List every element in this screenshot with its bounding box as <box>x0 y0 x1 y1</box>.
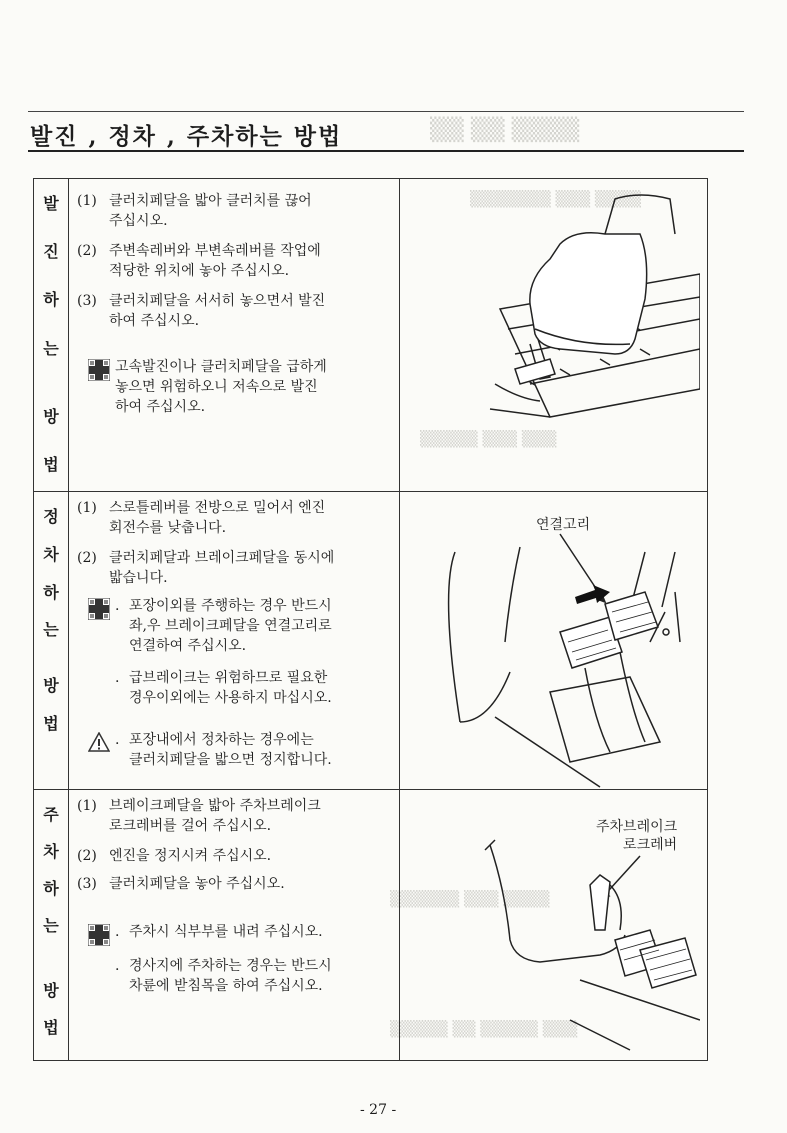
title-rule-top <box>28 111 744 112</box>
step-line: 클러치페달을 서서히 놓으면서 발진 <box>109 293 326 309</box>
caution-note: . 포장이외를 주행하는 경우 반드시 좌,우 브레이크페달을 연결고리로 연결하여 주십시오. <box>83 596 393 656</box>
note-line: 차륜에 받침목을 하여 주십시오. <box>129 978 323 994</box>
note-line: 경우이외에는 사용하지 마십시오. <box>129 690 332 706</box>
step-item <box>77 548 393 588</box>
caution-note <box>83 357 393 417</box>
step-item <box>77 796 393 836</box>
step-line: 회전수를 낮춥니다. <box>109 520 227 536</box>
label-line: 주차브레이크 <box>596 819 678 835</box>
step-line: 하여 주십시오. <box>109 313 200 329</box>
page-title: 발진 , 정차 , 주차하는 방법 <box>30 123 343 150</box>
warning-triangle-icon <box>88 732 110 752</box>
step-line: 클러치페달과 브레이크페달을 동시에 <box>109 550 335 566</box>
step-number: (3) <box>77 876 97 892</box>
step-number: (1) <box>77 500 97 516</box>
page-number: - 27 - <box>360 1102 397 1118</box>
note-line: 경사지에 주차하는 경우는 반드시 <box>129 958 332 974</box>
heading-char: 법 <box>43 1018 59 1037</box>
caution-cross-icon <box>88 359 110 381</box>
heading-char: 방 <box>43 981 59 1000</box>
step-item <box>77 241 393 281</box>
step-line: 주십시오. <box>109 213 168 229</box>
step-number: (2) <box>77 550 97 566</box>
step-line: 클러치페달을 밟아 클러치를 끊어 <box>109 193 312 209</box>
section-illustration <box>400 790 708 1061</box>
heading-char: 하 <box>43 290 59 310</box>
section-heading <box>34 492 69 790</box>
note-line: 고속발진이나 클러치페달을 급하게 <box>115 359 327 375</box>
heading-char: 차 <box>43 842 59 861</box>
clutch-pedal-foot-illustration <box>400 179 700 491</box>
step-item <box>77 498 393 538</box>
section-stop <box>34 492 708 790</box>
title-rule-bottom <box>28 150 744 152</box>
heading-char: 방 <box>43 676 59 696</box>
step-line: 적당한 위치에 놓아 주십시오. <box>109 263 290 279</box>
note-line: 연결하여 주십시오. <box>129 638 247 654</box>
illustration-label: 연결고리 <box>536 517 591 533</box>
heading-char: 주 <box>43 805 59 824</box>
section-heading <box>34 179 69 492</box>
step-item <box>77 191 393 231</box>
label-line: 로크레버 <box>623 837 678 853</box>
section-text <box>69 790 400 1061</box>
note-line: 클러치페달을 밟으면 정지합니다. <box>129 752 332 768</box>
step-line: 로크레버를 걸어 주십시오. <box>109 818 272 834</box>
step-line: 스로틀레버를 전방으로 밀어서 엔진 <box>109 500 326 516</box>
bleed-through-text: ▒▒▒▒▒▒ ▒▒▒ ▒▒▒▒ <box>390 890 550 908</box>
heading-char: 차 <box>43 544 59 564</box>
instruction-table <box>33 178 708 1061</box>
note-line: 하여 주십시오. <box>115 399 206 415</box>
step-line: 클러치페달을 놓아 주십시오. <box>109 876 285 892</box>
bleed-through-text: ▒▒ ▒▒ ▒▒▒▒ <box>430 118 580 143</box>
caution-note: . 경사지에 주차하는 경우는 반드시 차륜에 받침목을 하여 주십시오. <box>115 958 332 994</box>
heading-char: 정 <box>43 507 59 526</box>
step-item <box>77 874 393 894</box>
section-illustration <box>400 179 708 492</box>
step-item <box>77 846 393 866</box>
caution-cross-icon <box>88 598 110 620</box>
section-start <box>34 179 708 492</box>
heading-char: 하 <box>43 879 59 898</box>
section-illustration <box>400 492 708 790</box>
step-number: (2) <box>77 243 97 259</box>
note-line: 좌,우 브레이크페달을 연결고리로 <box>129 618 332 634</box>
heading-char: 방 <box>43 406 59 426</box>
parking-brake-lock-lever-illustration <box>400 790 700 1060</box>
section-park <box>34 790 708 1061</box>
heading-char: 는 <box>43 338 59 358</box>
heading-char: 하 <box>43 582 59 602</box>
heading-char: 법 <box>43 713 59 733</box>
section-text <box>69 492 400 790</box>
heading-char: 법 <box>43 454 59 474</box>
section-text <box>69 179 400 492</box>
note-line: 포장내에서 정차하는 경우에는 <box>129 732 314 748</box>
note-line: 주차시 식부부를 내려 주십시오. <box>129 924 323 940</box>
bleed-through-text: ▒▒▒▒▒ ▒▒ ▒▒▒▒▒ ▒▒▒ <box>390 1020 578 1038</box>
note-line: 급브레이크는 위험하므로 필요한 <box>129 670 328 686</box>
step-item <box>77 291 393 331</box>
step-number: (1) <box>77 798 97 814</box>
caution-note: . 급브레이크는 위험하므로 필요한 경우이외에는 사용하지 마십시오. <box>115 670 332 706</box>
step-line: 주변속레버와 부변속레버를 작업에 <box>109 243 321 259</box>
heading-char: 진 <box>43 242 59 262</box>
step-number: (1) <box>77 193 97 209</box>
step-line: 엔진을 정지시켜 주십시오. <box>109 848 272 864</box>
warning-note: . 포장내에서 정차하는 경우에는 클러치페달을 밟으면 정지합니다. <box>83 730 393 770</box>
brake-pedal-link-illustration <box>400 492 700 789</box>
note-line: 놓으면 위험하오니 저속으로 발진 <box>115 379 318 395</box>
heading-char: 는 <box>43 620 59 640</box>
caution-cross-icon <box>88 924 110 946</box>
note-line: 포장이외를 주행하는 경우 반드시 <box>129 598 332 614</box>
step-number: (3) <box>77 293 97 309</box>
bleed-through-text: ▒▒▒▒▒ ▒▒▒ ▒▒▒ <box>420 430 557 448</box>
step-line: 밟습니다. <box>109 570 168 586</box>
step-line: 브레이크페달을 밟아 주차브레이크 <box>109 798 321 814</box>
bleed-through-text: ▒▒▒▒▒▒▒ ▒▒▒ ▒▒▒▒ <box>470 190 642 208</box>
heading-char: 는 <box>43 916 59 935</box>
step-number: (2) <box>77 848 97 864</box>
caution-note: . 주차시 식부부를 내려 주십시오. <box>83 922 393 946</box>
section-heading <box>34 790 69 1061</box>
heading-char: 발 <box>43 194 59 213</box>
